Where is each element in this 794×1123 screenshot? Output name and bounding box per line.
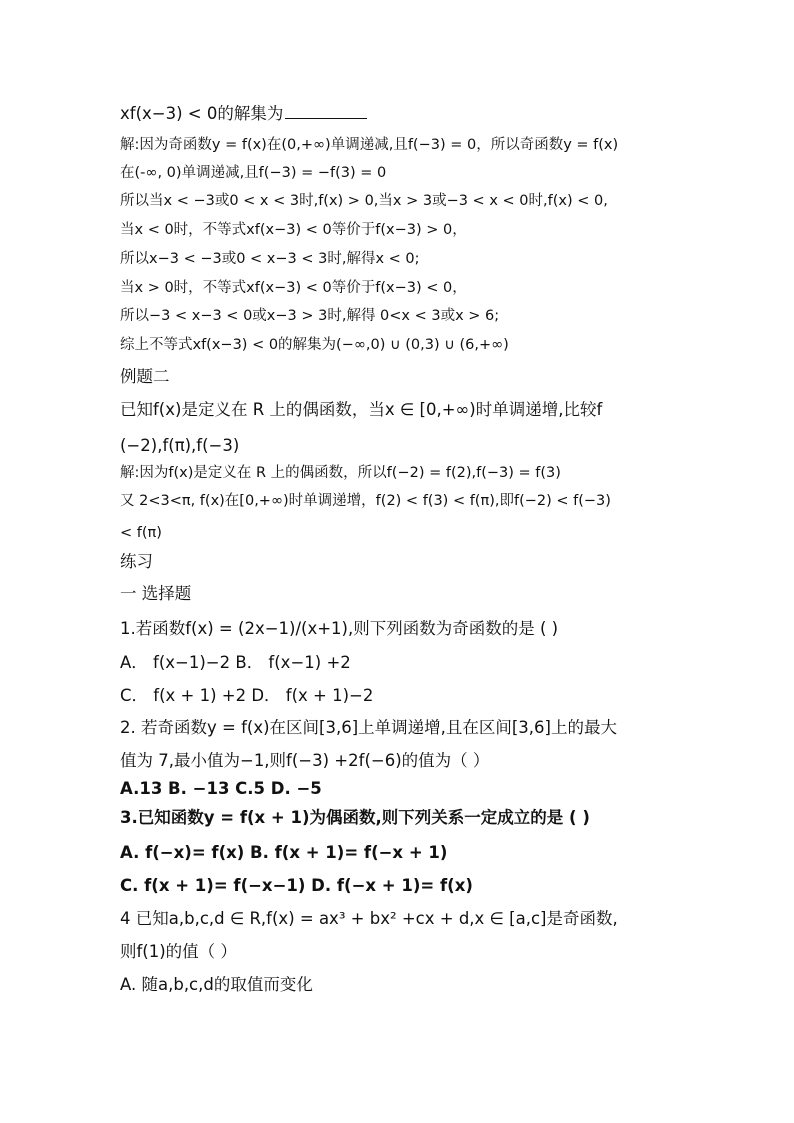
question-line: 2. 若奇函数y = f(x)在区间[3,6]上单调递增,且在区间[3,6]上的最大 <box>120 718 617 737</box>
answer-blank <box>285 104 367 119</box>
problem-text: xf(x−3) < 0的解集为 <box>120 104 284 123</box>
section-heading: 一 选择题 <box>120 584 192 603</box>
option-line: A. 随a,b,c,d的取值而变化 <box>120 975 313 994</box>
option-line: A． f(x−1)−2 B． f(x−1) +2 <box>120 653 351 672</box>
example-problem-line: 已知f(x)是定义在 R 上的偶函数，当x ∈ [0,+∞)时单调递增,比较f <box>120 400 603 419</box>
problem-statement <box>120 102 367 126</box>
solution-line: < f(π) <box>120 525 162 541</box>
section-heading: 例题二 <box>120 367 170 386</box>
solution-line: 综上不等式xf(x−3) < 0的解集为(−∞,0) ∪ (0,3) ∪ (6,+∞) <box>120 337 509 353</box>
question-line: 则f(1)的值（ ） <box>120 942 237 961</box>
solution-line: 当x > 0时，不等式xf(x−3) < 0等价于f(x−3) < 0， <box>120 280 467 296</box>
solution-line: 又 2<3<π, f(x)在[0,+∞)时单调递增，f(2) < f(3) < f(π),即f(−2) < f(−3) <box>120 493 611 509</box>
question-line: 3.已知函数y = f(x + 1)为偶函数,则下列关系一定成立的是 ( ) <box>120 808 590 827</box>
solution-line: 所以x−3 < −3或0 < x−3 < 3时,解得x < 0; <box>120 251 420 267</box>
solution-line: 解:因为奇函数y = f(x)在(0,+∞)单调递减,且f(−3) = 0，所以奇函数y = f(x) <box>120 137 619 153</box>
option-line: C. f(x + 1)= f(−x−1) D. f(−x + 1)= f(x) <box>120 876 473 895</box>
solution-line: 所以当x < −3或0 < x < 3时,f(x) > 0,当x > 3或−3 < x < 0时,f(x) < 0, <box>120 193 608 209</box>
solution-line: 在(-∞, 0)单调递减,且f(−3) = −f(3) = 0 <box>120 165 387 181</box>
solution-line: 所以−3 < x−3 < 0或x−3 > 3时,解得 0<x < 3或x > 6; <box>120 308 500 324</box>
question-line: 1.若函数f(x) = (2x−1)/(x+1),则下列函数为奇函数的是 ( ) <box>120 619 559 638</box>
option-line: A. f(−x)= f(x) B. f(x + 1)= f(−x + 1) <box>120 843 448 862</box>
section-heading: 练习 <box>120 552 153 571</box>
question-line: 值为 7,最小值为−1,则f(−3) +2f(−6)的值为（ ） <box>120 751 490 770</box>
solution-line: 解:因为f(x)是定义在 R 上的偶函数，所以f(−2) = f(2),f(−3) = f(3) <box>120 465 561 481</box>
example-problem-line: (−2),f(π),f(−3) <box>120 436 240 455</box>
solution-line: 当x < 0时，不等式xf(x−3) < 0等价于f(x−3) > 0， <box>120 222 467 238</box>
option-line: A.13 B. −13 C.5 D. −5 <box>120 779 322 798</box>
question-line: 4 已知a,b,c,d ∈ R,f(x) = ax³ + bx² +cx + d,x ∈ [a,c]是奇函数, <box>120 909 618 928</box>
option-line: C． f(x + 1) +2 D． f(x + 1)−2 <box>120 686 374 705</box>
